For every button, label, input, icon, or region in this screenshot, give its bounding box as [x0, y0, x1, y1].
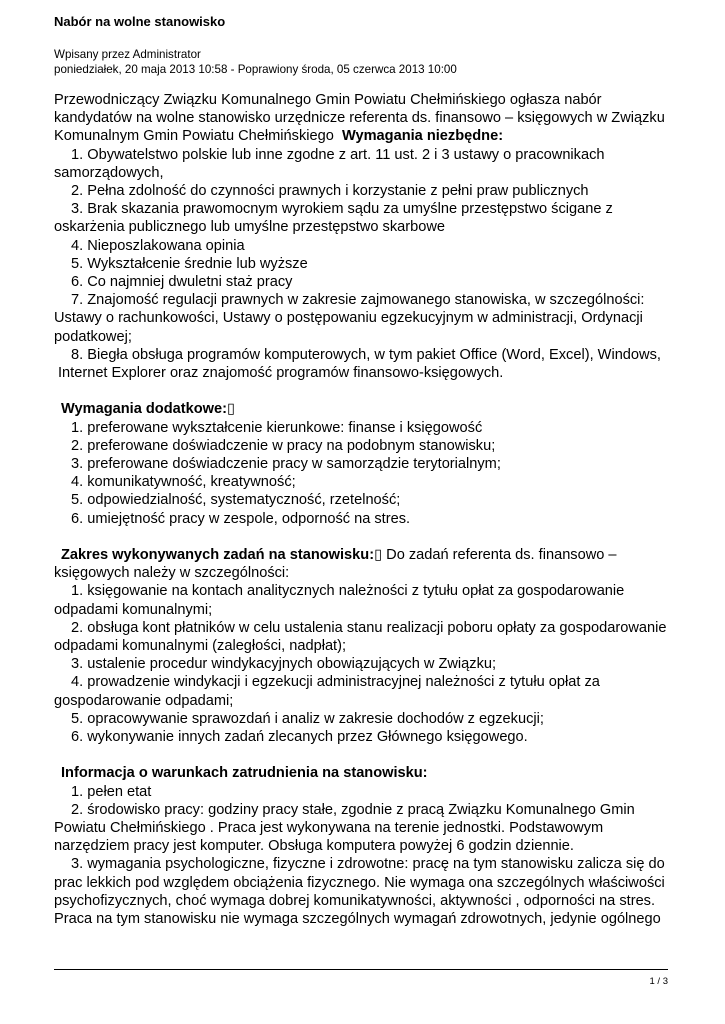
list-item: 6. umiejętność pracy w zespole, odporność na stres.	[71, 510, 411, 527]
missing-glyph-icon: ▯	[374, 547, 383, 564]
intro-line: Przewodniczący Związku Komunalnego Gmin Powiatu Chełmińskiego ogłasza nabór	[54, 92, 602, 108]
list-item-cont: podatkowej;	[54, 328, 132, 345]
list-item: 1. pełen etat	[71, 783, 152, 800]
additional-heading: Wymagania dodatkowe:	[61, 401, 227, 418]
conditions-heading-line	[54, 764, 679, 782]
article-body	[54, 91, 679, 928]
list-item-cont: Internet Explorer oraz znajomość programów finansowo-księgowych.	[58, 365, 504, 382]
list-item-cont: oskarżenia publicznego lub umyślne przestępstwo skarbowe	[54, 219, 445, 236]
list-item: 2. środowisko pracy: godziny pracy stałe, zgodnie z pracą Związku Komunalnego Gmin	[71, 801, 635, 818]
list-item-cont: gospodarowanie odpadami;	[54, 692, 234, 709]
list-item-cont: Praca na tym stanowisku nie wymaga szczególnych wymagań zdrowotnych, jedynie ogólnego	[54, 911, 661, 928]
list-item-cont: samorządowych,	[54, 164, 164, 181]
list-item-cont: odpadami komunalnymi (zaległości, nadpłat);	[54, 638, 347, 655]
date-line: poniedziałek, 20 maja 2013 10:58 - Poprawiony środa, 05 czerwca 2013 10:00	[54, 63, 457, 76]
scope-heading-line	[54, 546, 679, 564]
list-item: 1. preferowane wykształcenie kierunkowe: finanse i księgowość	[71, 419, 483, 436]
author-line: Wpisany przez Administrator	[54, 48, 201, 61]
missing-glyph-icon: ▯	[226, 401, 235, 418]
list-item-cont: psychofizycznych, choć wymaga dobrej komunikatywności, aktywności , odporności na stres.	[54, 892, 656, 909]
footer-divider	[54, 969, 668, 970]
list-item: 2. Pełna zdolność do czynności prawnych i korzystanie z pełni praw publicznych	[71, 183, 589, 200]
scope-lead: Do zadań referenta ds. finansowo –	[382, 547, 617, 564]
list-item: 2. preferowane doświadczenie w pracy na podobnym stanowisku;	[71, 437, 496, 454]
intro-text: Komunalnym Gmin Powiatu Chełmińskiego	[54, 128, 334, 145]
list-item: 7. Znajomość regulacji prawnych w zakresie zajmowanego stanowiska, w szczególności:	[71, 292, 645, 309]
list-item: 3. preferowane doświadczenie pracy w samorządzie terytorialnym;	[71, 456, 501, 473]
additional-heading-line	[54, 400, 679, 418]
scope-heading: Zakres wykonywanych zadań na stanowisku:	[61, 547, 375, 564]
list-item-cont: księgowych należy w szczególności:	[54, 565, 290, 582]
list-item: 4. prowadzenie windykacji i egzekucji administracyjnej należności z tytułu opłat za	[71, 674, 600, 691]
intro-line	[54, 127, 679, 145]
page-title: Nabór na wolne stanowisko	[54, 14, 226, 29]
article-meta	[54, 47, 457, 77]
list-item: 5. opracowywanie sprawozdań i analiz w zakresie dochodów z egzekucji;	[71, 710, 544, 727]
list-item-cont: Ustawy o rachunkowości, Ustawy o postępowaniu egzekucyjnym w administracji, Ordynacji	[54, 310, 643, 327]
list-item: 6. Co najmniej dwuletni staż pracy	[71, 274, 293, 291]
list-item-cont: Powiatu Chełmińskiego . Praca jest wykonywana na terenie jednostki. Podstawowym	[54, 820, 604, 837]
list-item: 5. odpowiedzialność, systematyczność, rzetelność;	[71, 492, 401, 509]
page-number: 1 / 3	[649, 976, 668, 987]
list-item-cont: narzędziem pracy jest komputer. Obsługa komputera powyżej 6 godzin dziennie.	[54, 838, 574, 855]
list-item: 2. obsługa kont płatników w celu ustalenia stanu realizacji poboru opłaty za gospodarowanie	[71, 619, 667, 636]
list-item: 5. Wykształcenie średnie lub wyższe	[71, 255, 308, 272]
conditions-heading: Informacja o warunkach zatrudnienia na stanowisku:	[61, 765, 428, 782]
list-item: 4. Nieposzlakowana opinia	[71, 237, 245, 254]
list-item-cont: odpadami komunalnymi;	[54, 601, 213, 618]
list-item: 3. wymagania psychologiczne, fizyczne i zdrowotne: pracę na tym stanowisku zalicza się do	[71, 856, 665, 873]
list-item: 1. Obywatelstwo polskie lub inne zgodne z art. 11 ust. 2 i 3 ustawy o pracownikach	[71, 146, 605, 163]
required-heading: Wymagania niezbędne:	[341, 128, 504, 145]
intro-line: kandydatów na wolne stanowisko urzędnicze referenta ds. finansowo – księgowych w Związku	[54, 110, 665, 127]
list-item-cont: prac lekkich pod względem obciążenia fizycznego. Nie wymaga ona szczególnych właściwości	[54, 874, 665, 891]
list-item: 4. komunikatywność, kreatywność;	[71, 474, 296, 491]
list-item: 1. księgowanie na kontach analitycznych należności z tytułu opłat za gospodarowanie	[71, 583, 625, 600]
list-item: 6. wykonywanie innych zadań zlecanych przez Głównego księgowego.	[71, 729, 528, 746]
list-item: 8. Biegła obsługa programów komputerowych, w tym pakiet Office (Word, Excel), Windows,	[71, 346, 661, 363]
list-item: 3. ustalenie procedur windykacyjnych obowiązujących w Związku;	[71, 656, 497, 673]
list-item: 3. Brak skazania prawomocnym wyrokiem sądu za umyślne przestępstwo ścigane z	[71, 201, 613, 218]
